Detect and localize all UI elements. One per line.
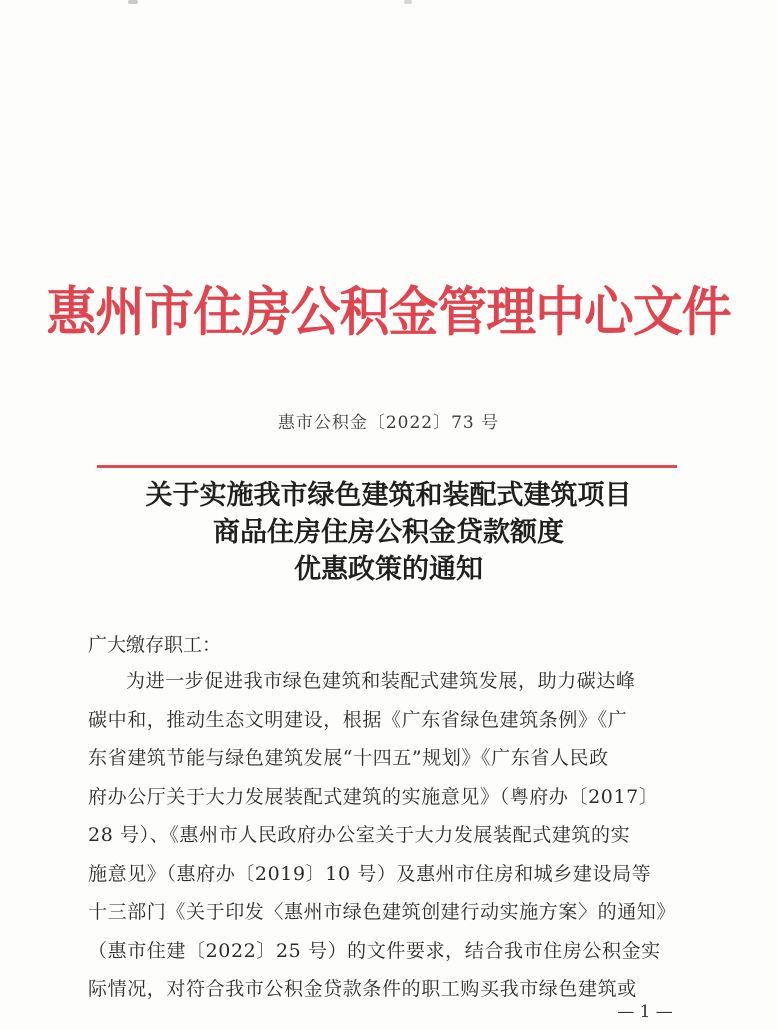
page-number: — 1 — bbox=[617, 1002, 673, 1022]
notice-title-line: 优惠政策的通知 bbox=[294, 554, 483, 585]
paragraph-line: 东省建筑节能与绿色建筑发展“十四五”规划》《广东省人民政 bbox=[88, 747, 609, 769]
document-header-title: 惠州市住房公积金管理中心文件 bbox=[46, 282, 731, 343]
paragraph-line: 施意见》（惠府办〔2019〕10 号）及惠州市住房和城乡建设局等 bbox=[88, 862, 652, 885]
body-text bbox=[88, 628, 688, 1009]
notice-title bbox=[0, 477, 777, 588]
salutation: 广大缴存职工： bbox=[88, 634, 222, 656]
paragraph-line: 际情况，对符合我市公积金贷款条件的职工购买我市绿色建筑或 bbox=[88, 978, 637, 1000]
paragraph-line: （惠市住建〔2022〕25 号）的文件要求，结合我市住房公积金实 bbox=[88, 939, 661, 962]
notice-title-line: 商品住房住房公积金贷款额度 bbox=[213, 517, 564, 548]
red-divider-line bbox=[97, 465, 677, 468]
paragraph-line: 府办公厅关于大力发展装配式建筑的实施意见》（粤府办〔2017〕 bbox=[88, 785, 659, 808]
paragraph-line: 28 号）、《惠州市人民政府办公室关于大力发展装配式建筑的实 bbox=[88, 824, 631, 846]
scan-artifact bbox=[128, 0, 138, 4]
scan-artifact bbox=[404, 0, 412, 4]
paragraph-line: 十三部门《关于印发〈惠州市绿色建筑创建行动实施方案〉的通知》 bbox=[88, 901, 677, 923]
document-number: 惠市公积金〔2022〕73 号 bbox=[277, 413, 500, 433]
notice-title-line: 关于实施我市绿色建筑和装配式建筑项目 bbox=[145, 480, 632, 511]
paragraph-line: 碳中和，推动生态文明建设，根据《广东省绿色建筑条例》《广 bbox=[88, 708, 628, 731]
paragraph-line: 为进一步促进我市绿色建筑和装配式建筑发展，助力碳达峰 bbox=[126, 670, 636, 692]
